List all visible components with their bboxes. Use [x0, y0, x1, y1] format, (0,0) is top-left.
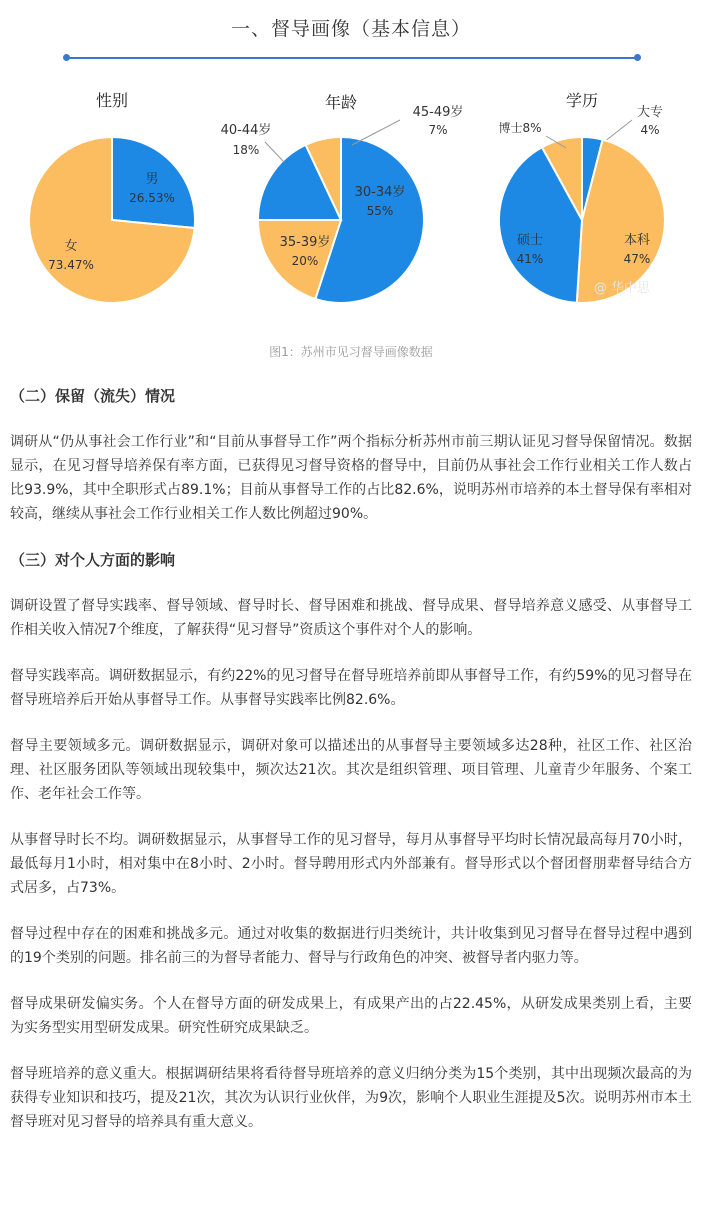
section-heading-retention: （二）保留（流失）情况: [10, 387, 176, 405]
paragraph: 督导主要领域多元。调研数据显示，调研对象可以描述出的从事督导主要领域多达28种，社区工作、社区治理、社区服务团队等领域出现较集中，频次达21次。其次是组织管理、项目管理、儿童青少年服务、个案工作、老年社会工作等。: [10, 738, 692, 802]
paragraph: 督导班培养的意义重大。根据调研结果将看待督导班培养的意义归纳分类为15个类别，其中出现频次最高的为获得专业知识和技巧，提及21次，其次为认识行业伙伴，为9次，影响个人职业生涯提及5次。说明苏州市本土督导班对见习督导的培养具有重大意义。: [10, 1066, 692, 1130]
slice-percent: 55%: [366, 204, 394, 218]
slice-label: 博士8%: [498, 121, 542, 135]
section-heading-impact: （三）对个人方面的影响: [10, 551, 176, 569]
slice-percent: 7%: [428, 123, 448, 137]
paragraph: 督导实践率高。调研数据显示，有约22%的见习督导在督导班培养前即从事督导工作，有约59%的见习督导在督导班培养后开始从事督导工作。从事督导实践率比例82.6%。: [10, 668, 692, 708]
paragraph: 督导成果研发偏实务。个人在督导方面的研发成果上，有成果产出的占22.45%，从研发成果类别上看，主要为实务型实用型研发成果。研究性研究成果缺乏。: [10, 996, 692, 1036]
slice-percent: 73.47%: [48, 258, 94, 272]
slice-label: 本科: [623, 233, 651, 248]
slice-percent: 20%: [291, 254, 319, 268]
article-body: [10, 384, 692, 1156]
slice-label: 35-39岁: [279, 235, 331, 250]
slice-percent: 4%: [640, 123, 660, 137]
watermark-text: @ 华中思: [593, 281, 651, 296]
paragraph: 从事督导时长不均。调研数据显示，从事督导工作的见习督导，每月从事督导平均时长情况最高每月70小时，最低每月1小时，相对集中在8小时、2小时。督导聘用形式内外部兼有。督导形式以个督团督朋辈督导结合方式居多，占73%。: [10, 832, 692, 896]
figure-caption: 图1：苏州市见习督导画像数据: [269, 345, 433, 359]
paragraph: 调研设置了督导实践率、督导领域、督导时长、督导困难和挑战、督导成果、督导培养意义感受、从事督导工作相关收入情况7个维度，了解获得“见习督导”资质这个事件对个人的影响。: [10, 598, 692, 638]
slice-percent: 47%: [623, 252, 651, 266]
paragraph: 督导过程中存在的困难和挑战多元。通过对收集的数据进行归类统计，共计收集到见习督导在督导过程中遇到的19个类别的问题。排名前三的为督导者能力、督导与行政角色的冲突、被督导者内驱力等。: [10, 926, 692, 966]
leader-line: [265, 142, 284, 162]
page-title: 一、督导画像（基本信息）: [230, 18, 471, 40]
slice-label: 女: [64, 239, 78, 254]
chart-title: 年龄: [324, 93, 358, 112]
slice-label: 40-44岁: [220, 123, 272, 138]
leader-line: [352, 120, 400, 145]
slice-label: 30-34岁: [354, 185, 406, 200]
slice-label: 硕士: [516, 233, 544, 248]
chart-title: 性别: [95, 91, 129, 110]
slice-label: 男: [145, 172, 159, 187]
slice-label: 大专: [636, 105, 664, 120]
slice-label: 45-49岁: [412, 105, 464, 120]
slice-percent: 26.53%: [129, 191, 175, 205]
paragraph: 调研从“仍从事社会工作行业”和“目前从事督导工作”两个指标分析苏州市前三期认证见习督导保留情况。数据显示，在见习督导培养保有率方面，已获得见习督导资格的督导中，目前仍从事社会工作行业相关工作人数占比93.9%，其中全职形式占89.1%；目前从事督导工作的占比82.6%，说明苏州市培养的本土督导保有率相对较高，继续从事社会工作行业相关工作人数比例超过90%。: [10, 434, 692, 522]
slice-percent: 18%: [232, 143, 260, 157]
pie-charts-figure: [0, 70, 702, 340]
leader-line: [604, 120, 632, 142]
slice-percent: 41%: [516, 252, 544, 266]
chart-title: 学历: [565, 91, 599, 110]
title-divider: [67, 57, 637, 59]
